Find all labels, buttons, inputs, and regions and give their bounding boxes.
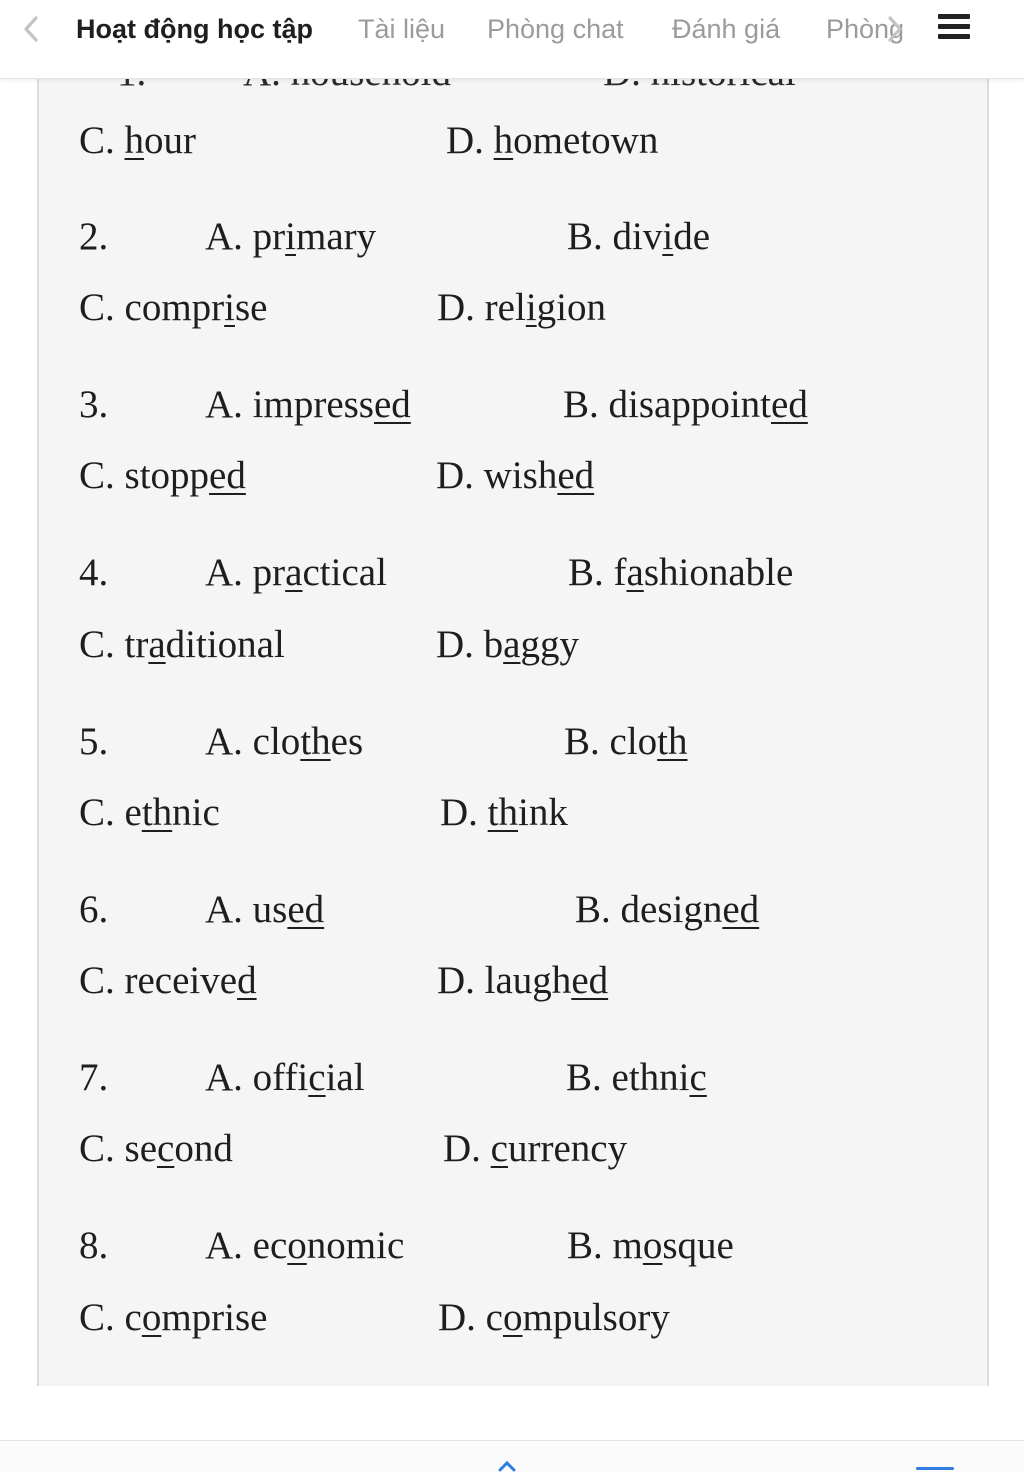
q3-option-a: A. impressed	[205, 383, 411, 426]
tab-more[interactable]: Phòng	[826, 14, 905, 44]
q6-option-a: A. used	[205, 888, 325, 931]
tab-reviews[interactable]: Đánh giá	[672, 14, 781, 44]
q6-option-b: B. designed	[575, 888, 760, 931]
edit-icon[interactable]	[916, 1467, 954, 1470]
q3-number: 3.	[79, 383, 109, 426]
tab-documents[interactable]: Tài liệu	[358, 14, 446, 44]
tab-learning-activities[interactable]: Hoạt động học tập	[76, 14, 313, 44]
top-nav-bar	[0, 0, 1024, 79]
q8-option-b: B. mosque	[567, 1224, 734, 1267]
chevron-right-icon[interactable]	[880, 12, 910, 46]
q7-option-b: B. ethnic	[566, 1056, 707, 1099]
q8-option-c: C. comprise	[79, 1296, 268, 1339]
exercise-card	[37, 78, 989, 1386]
q4-option-c: C. traditional	[79, 623, 285, 666]
q7-option-c: C. second	[79, 1127, 233, 1170]
q2-option-d: D. religion	[437, 286, 606, 329]
q6-option-c: C. received	[79, 959, 257, 1002]
q2-option-a: A. primary	[205, 215, 377, 258]
q2-number: 2.	[79, 215, 109, 258]
q8-number: 8.	[79, 1224, 109, 1267]
q7-option-a: A. official	[205, 1056, 365, 1099]
q3-option-c: C. stopped	[79, 454, 246, 497]
bottom-toolbar	[0, 1440, 1024, 1472]
q5-option-c: C. ethnic	[79, 791, 220, 834]
q1-option-c: C. hour	[79, 119, 197, 162]
q6-option-d: D. laughed	[437, 959, 609, 1002]
tab-chat-room[interactable]: Phòng chat	[487, 14, 624, 44]
q4-option-b: B. fashionable	[568, 551, 794, 594]
q4-option-a: A. practical	[205, 551, 387, 594]
q2-option-b: B. divide	[567, 215, 711, 258]
q3-option-b: B. disappointed	[563, 383, 808, 426]
q5-option-b: B. cloth	[564, 720, 688, 763]
q3-option-d: D. wished	[436, 454, 595, 497]
q5-option-d: D. think	[440, 791, 568, 834]
q4-option-d: D. baggy	[436, 623, 579, 666]
q7-number: 7.	[79, 1056, 109, 1099]
q7-option-d: D. currency	[443, 1127, 628, 1170]
q2-option-c: C. comprise	[79, 286, 268, 329]
tab-strip	[76, 0, 905, 58]
q8-option-a: A. economic	[205, 1224, 405, 1267]
q5-option-a: A. clothes	[205, 720, 364, 763]
q6-number: 6.	[79, 888, 109, 931]
chevron-left-icon[interactable]	[16, 12, 46, 46]
hamburger-menu-icon[interactable]	[938, 12, 972, 42]
q4-number: 4.	[79, 551, 109, 594]
q1-option-d: D. hometown	[446, 119, 659, 162]
chevron-up-icon[interactable]	[498, 1461, 516, 1471]
q8-option-d: D. compulsory	[438, 1296, 670, 1339]
q5-number: 5.	[79, 720, 109, 763]
